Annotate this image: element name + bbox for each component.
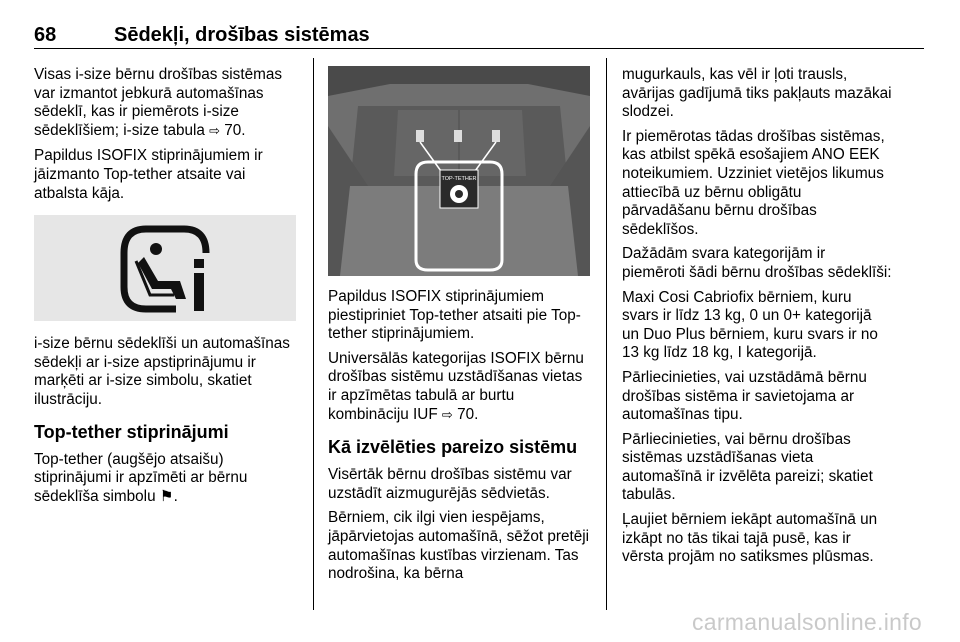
paragraph: Visērtāk bērnu drošības sistēmu var uzstādīt aizmugurējās sēdvietās. [328,466,572,502]
paragraph: Pārliecinieties, vai uzstādāmā bērnu drošības sistēma ir savietojama ar automašīnas tipu. [622,368,867,424]
page-header [34,22,924,49]
heading: Top-tether stiprinājumi [34,421,229,442]
column-separator [606,58,607,610]
paragraph: Visas i-size bērnu drošības sistēmas var izmantot jebkurā automašīnas sēdeklī, kas ir piemērots i-size sēdeklīšiem; i-size tabula ⇨ 70. [34,66,282,139]
column-1 [34,66,300,512]
isize-child-seat-icon [116,223,214,315]
paragraph: Papildus ISOFIX stiprinājumiem ir jāizmanto Top-tether atsaite vai atbalsta kāja. [34,147,263,202]
paragraph: Top-tether (augšējo atsaišu) stiprinājumi ir apzīmēti ar bērnu sēdeklīša simbolu ⚑. [34,450,248,505]
page-ref-icon[interactable]: ⇨ [441,407,453,423]
paragraph: Pārliecinieties, vai bērnu drošības sistēmas uzstādīšanas vieta automašīnā ir izvēlēta pareizi; skatiet tabulās. [622,430,873,504]
paragraph: Bērniem, cik ilgi vien iespējams, jāpārvietojas automašīnā, sēžot pretēji automašīnas kustības virzienam. Tas nodrošina, ka bērna [328,509,590,583]
column-separator [313,58,314,610]
isize-symbol-figure [34,215,296,321]
paragraph: Ir piemērotas tādas drošības sistēmas, kas atbilst spēkā esošajiem ANO EEK noteikumiem. Uzziniet vietējos likumus attiecībā uz bērnu obligātu pārvadāšanu bērnu drošības sēdeklīšos. [622,127,885,238]
page-number: 68 [34,24,57,46]
paragraph: Maxi Cosi Cabriofix bērniem, kuru svars ir līdz 13 kg, 0 un 0+ kategorijā un Duo Plus bērniem, kuru svars ir no 13 kg līdz 18 kg, I kategorijā. [622,288,878,362]
paragraph: mugurkauls, kas vēl ir ļoti trausls, avārijas gadījumā tiks pakļauts mazākai slodzei. [622,66,892,121]
heading: Kā izvēlēties pareizo sistēmu [328,437,578,458]
paragraph: Universālās kategorijas ISOFIX bērnu drošības sistēmu uzstādīšanas vietas ir apzīmētas tabulā ar burtu kombināciju IUF ⇨ 70. [328,349,584,423]
photo-label: TOP-TETHER [441,176,477,182]
paragraph: Dažādām svara kategorijām ir piemēroti šādi bērnu drošības sēdeklīši: [622,245,892,281]
child-seat-small-icon: ⚑ [159,487,174,505]
watermark: carmanualsonline.info [691,609,922,635]
paragraph: Papildus ISOFIX stiprinājumiem piestipriniet Top-tether atsaiti pie Top-tether stiprinājumiem. [328,288,581,343]
column-3 [622,66,892,573]
section-title: Sēdekļi, drošības sistēmas [114,24,370,46]
page-ref-icon[interactable]: ⇨ [209,123,221,139]
paragraph: Ļaujiet bērniem iekāpt automašīnā un izkāpt no tās tikai tajā pusē, kas ir vērsta projām no satiksmes plūsmas. [622,511,878,566]
trunk-illustration [328,66,590,276]
trunk-photo [328,66,590,276]
figure-caption: i-size bērnu sēdeklīši un automašīnas sēdekļi ar i-size apstiprinājumu ir marķēti ar i-size simbolu, skatiet ilustrāciju. [34,335,290,408]
column-2 [328,66,594,590]
